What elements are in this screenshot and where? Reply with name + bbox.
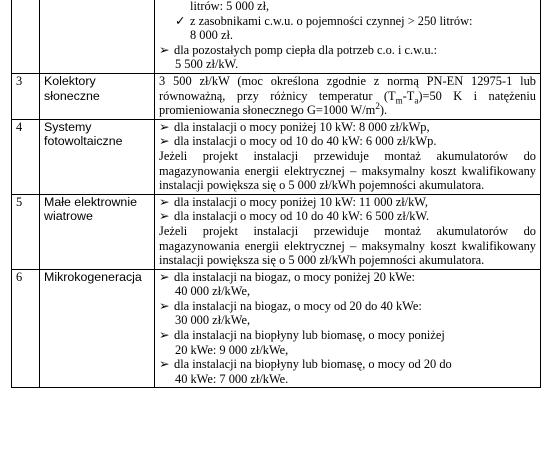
arrow-bullet-icon: ➢ bbox=[159, 357, 170, 372]
paragraph-fragment: )=50 K i natężeniu promieniowania słonecznego G=1000 W/m bbox=[159, 88, 536, 118]
bullet-text: dla instalacji na biopłyny lub biomasę, o mocy od 20 do bbox=[174, 357, 452, 372]
technology-cell: Kolektory słoneczne bbox=[40, 73, 155, 119]
arrow-bullet-icon: ➢ bbox=[159, 209, 170, 224]
continuation-line: 8 000 zł. bbox=[190, 28, 234, 43]
continuation-line: 20 kWe: 9 000 zł/kWe, bbox=[175, 342, 289, 357]
bullet-item bbox=[159, 134, 536, 149]
table-row bbox=[12, 269, 541, 388]
table-row bbox=[12, 73, 541, 119]
max-cost-cell bbox=[155, 194, 541, 269]
bullet-text: dla instalacji o mocy poniżej 10 kW: 11 000 zł/kW, bbox=[174, 194, 428, 209]
bullet-text: z zasobnikami c.w.u. o pojemności czynnej > 250 litrów: bbox=[190, 13, 473, 28]
bullet-text: dla instalacji o mocy od 10 do 40 kW: 6 000 zł/kWp. bbox=[174, 134, 437, 149]
row-number-cell bbox=[12, 0, 40, 73]
paragraph-fragment: 3 500 zł/kW (moc określona zgodnie z normą PN-EN 12975-1 lub równoważną, przy różnicy temperatur (T bbox=[159, 73, 536, 103]
sub-bullet-item bbox=[159, 14, 536, 29]
technology-cell: Małe elektrownie wiatrowe bbox=[40, 194, 155, 269]
bullet-text: dla instalacji na biogaz, o mocy poniżej 20 kWe: bbox=[174, 269, 415, 284]
technology-cell: Systemy fotowoltaiczne bbox=[40, 119, 155, 194]
bullet-text: dla instalacji o mocy od 10 do 40 kW: 6 500 zł/kW. bbox=[174, 209, 430, 224]
bullet-item bbox=[159, 43, 536, 58]
arrow-bullet-icon: ➢ bbox=[159, 119, 170, 134]
paragraph-fragment: m bbox=[395, 95, 403, 106]
bullet-item bbox=[159, 270, 536, 285]
paragraph-fragment: -T bbox=[402, 88, 415, 103]
arrow-bullet-icon: ➢ bbox=[159, 269, 170, 284]
bullet-item bbox=[159, 120, 536, 135]
bullet-item bbox=[159, 328, 536, 343]
table-row bbox=[12, 119, 541, 194]
bullet-text: dla pozostałych pomp ciepła dla potrzeb c.o. i c.w.u.: bbox=[174, 42, 438, 57]
note-paragraph: Jeżeli projekt instalacji przewiduje montaż akumulatorów do magazynowania energii elektrycznej – maksymalny koszt kwalifikowany instalacji powiększa się o 5 000 zł/kWh pojemności akumulatora. bbox=[159, 148, 536, 193]
bullet-text: dla instalacji na biogaz, o mocy od 20 do 40 kWe: bbox=[174, 298, 422, 313]
continuation-line: 40 kWe: 7 000 zł/kWe. bbox=[175, 371, 289, 386]
bullet-item bbox=[159, 299, 536, 314]
eligible-costs-table bbox=[11, 0, 541, 388]
technology-cell bbox=[40, 0, 155, 73]
arrow-bullet-icon: ➢ bbox=[159, 298, 170, 313]
bullet-text: dla instalacji na biopłyny lub biomasę, o mocy poniżej bbox=[174, 328, 445, 343]
cost-paragraph bbox=[159, 74, 536, 118]
row-number-cell: 4 bbox=[12, 119, 40, 194]
table-row bbox=[12, 0, 541, 73]
paragraph-fragment: a bbox=[414, 95, 419, 106]
row-number-cell: 6 bbox=[12, 269, 40, 388]
table-body bbox=[12, 0, 541, 388]
bullet-item bbox=[159, 357, 536, 372]
arrow-bullet-icon: ➢ bbox=[159, 194, 170, 209]
max-cost-cell bbox=[155, 73, 541, 119]
max-cost-cell bbox=[155, 119, 541, 194]
table-row bbox=[12, 194, 541, 269]
row-number-cell: 3 bbox=[12, 73, 40, 119]
max-cost-cell bbox=[155, 269, 541, 388]
continuation-line: 40 000 zł/kWe, bbox=[175, 284, 251, 299]
technology-cell: Mikrokogeneracja bbox=[40, 269, 155, 388]
arrow-bullet-icon: ➢ bbox=[159, 134, 170, 149]
bullet-item bbox=[159, 209, 536, 224]
note-paragraph: Jeżeli projekt instalacji przewiduje montaż akumulatorów do magazynowania energii elektrycznej – maksymalny koszt kwalifikowany instalacji powiększa się o 5 000 zł/kWh pojemności akumulatora. bbox=[159, 223, 536, 268]
row-number-cell: 5 bbox=[12, 194, 40, 269]
bullet-text: dla instalacji o mocy poniżej 10 kW: 8 000 zł/kWp, bbox=[174, 119, 430, 134]
paragraph-fragment: ). bbox=[379, 103, 388, 118]
continuation-line: 5 500 zł/kW. bbox=[175, 57, 239, 72]
arrow-bullet-icon: ➢ bbox=[159, 42, 170, 57]
continuation-line: 30 000 zł/kWe, bbox=[175, 313, 251, 328]
paragraph-fragment: 2 bbox=[375, 101, 380, 112]
arrow-bullet-icon: ➢ bbox=[159, 328, 170, 343]
bullet-item bbox=[159, 195, 536, 210]
max-cost-cell bbox=[155, 0, 541, 73]
continuation-line: litrów: 5 000 zł, bbox=[190, 0, 270, 13]
check-bullet-icon: ✓ bbox=[175, 13, 186, 28]
